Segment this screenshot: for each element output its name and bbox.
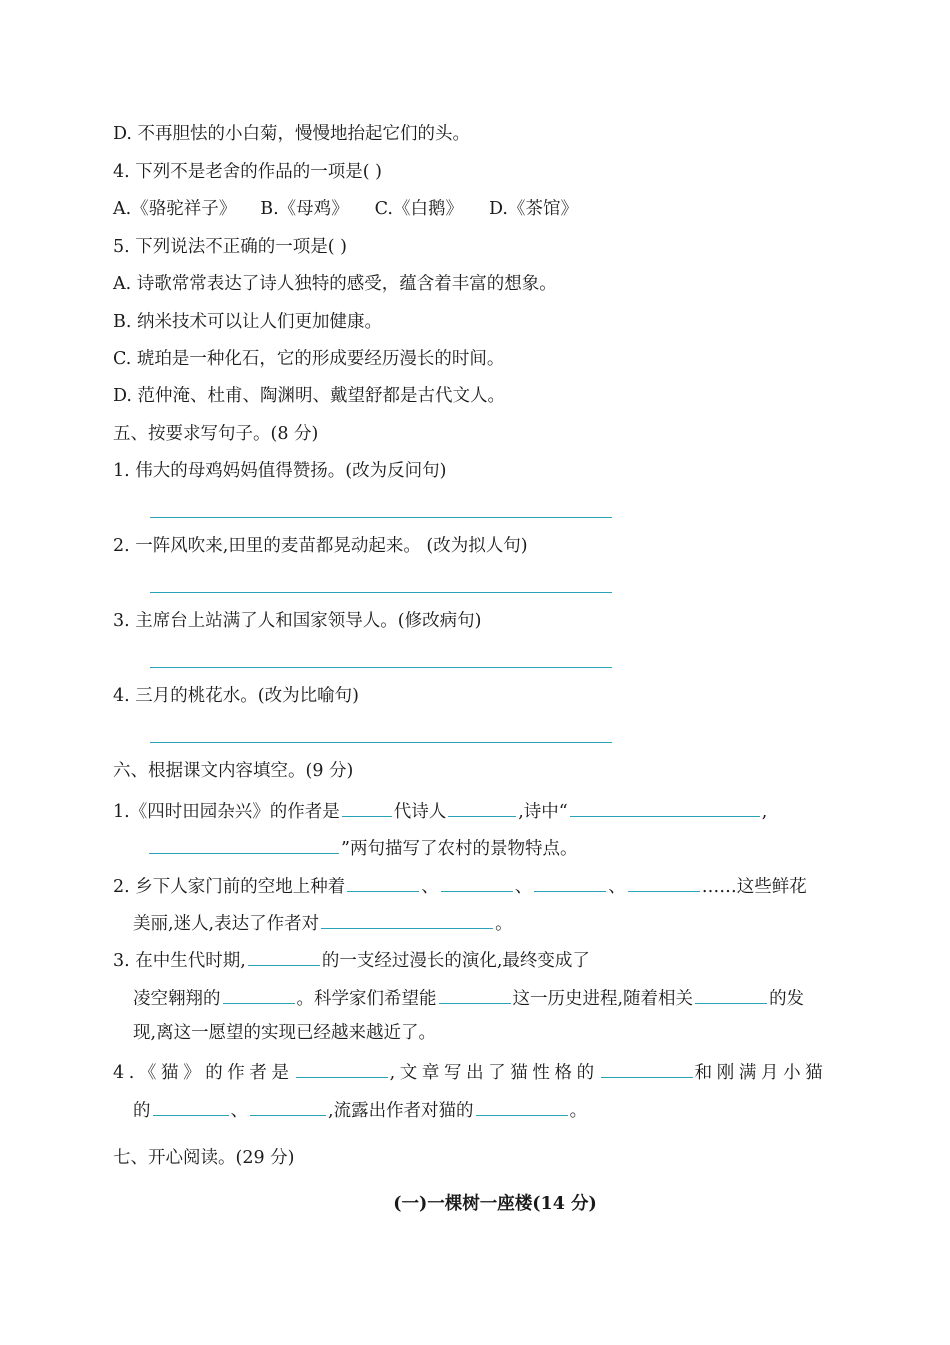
- blank[interactable]: [153, 1096, 229, 1116]
- blank[interactable]: [223, 984, 295, 1004]
- q4-stem: 4. 下列不是老舍的作品的一项是( ): [113, 162, 382, 182]
- blank[interactable]: [321, 909, 493, 929]
- s6-q4-line1: 4.《猫》的作者是 ,文章写出了猫性格的 和刚满月小猫: [113, 1058, 827, 1085]
- blank[interactable]: [534, 872, 606, 892]
- s6-q4-line2: 的 、 ,流露出作者对猫的 。: [133, 1096, 587, 1123]
- s6-q3-line2: 凌空翱翔的 。科学家们希望能 这一历史进程,随着相关 的发: [133, 984, 804, 1011]
- blank[interactable]: [448, 797, 516, 817]
- section5-item-3: 3. 主席台上站满了人和国家领导人。(修改病句): [113, 611, 482, 631]
- q4-option-a: A.《骆驼祥子》: [113, 199, 237, 219]
- q4-option-b: B.《母鸡》: [260, 199, 349, 219]
- blank[interactable]: [441, 872, 513, 892]
- blank[interactable]: [601, 1058, 693, 1078]
- blank[interactable]: [476, 1096, 568, 1116]
- section5-item-4: 4. 三月的桃花水。(改为比喻句): [113, 686, 359, 706]
- passage-title: (一)一棵树一座楼(14 分): [393, 1194, 597, 1214]
- answer-line-4[interactable]: [150, 742, 612, 743]
- s6-q2-line2: 美丽,迷人,表达了作者对 。: [133, 909, 513, 936]
- q5-option-b: B. 纳米技术可以让人们更加健康。: [113, 312, 382, 332]
- section5-heading: 五、按要求写句子。(8 分): [113, 424, 319, 444]
- q3-option-d: D. 不再胆怯的小白菊，慢慢地抬起它们的头。: [113, 124, 471, 144]
- blank[interactable]: [628, 872, 700, 892]
- section5-item-2: 2. 一阵风吹来,田里的麦苗都晃动起来。 (改为拟人句): [113, 536, 528, 556]
- answer-line-3[interactable]: [150, 667, 612, 668]
- blank[interactable]: [149, 834, 339, 854]
- q5-option-a: A. 诗歌常常表达了诗人独特的感受，蕴含着丰富的想象。: [113, 274, 557, 294]
- blank[interactable]: [248, 946, 320, 966]
- q4-options: [113, 197, 578, 221]
- q4-option-d: D.《茶馆》: [488, 199, 578, 219]
- q5-option-d: D. 范仲淹、杜甫、陶渊明、戴望舒都是古代文人。: [113, 386, 506, 406]
- q5-stem: 5. 下列说法不正确的一项是( ): [113, 237, 347, 257]
- s6-q1-line1: 1.《四时田园杂兴》的作者是 代诗人 ,诗中“ ,: [113, 797, 767, 824]
- blank[interactable]: [250, 1096, 326, 1116]
- blank[interactable]: [570, 797, 760, 817]
- blank[interactable]: [347, 872, 419, 892]
- blank[interactable]: [439, 984, 511, 1004]
- section6-heading: 六、根据课文内容填空。(9 分): [113, 761, 354, 781]
- q4-option-c: C.《白鹅》: [374, 199, 463, 219]
- s6-q3-line1: 3. 在中生代时期, 的一支经过漫长的演化,最终变成了: [113, 946, 590, 973]
- s6-q3-line3: 现,离这一愿望的实现已经越来越近了。: [133, 1023, 437, 1043]
- section5-item-1: 1. 伟大的母鸡妈妈值得赞扬。(改为反问句): [113, 461, 447, 481]
- answer-line-1[interactable]: [150, 517, 612, 518]
- blank[interactable]: [296, 1058, 388, 1078]
- blank[interactable]: [342, 797, 392, 817]
- s6-q1-line2: ”两句描写了农村的景物特点。: [133, 834, 577, 861]
- q5-option-c: C. 琥珀是一种化石，它的形成要经历漫长的时间。: [113, 349, 505, 369]
- s6-q2-line1: 2. 乡下人家门前的空地上种着 、 、 、 ……这些鲜花: [113, 872, 807, 899]
- section7-heading: 七、开心阅读。(29 分): [113, 1148, 295, 1168]
- blank[interactable]: [695, 984, 767, 1004]
- answer-line-2[interactable]: [150, 592, 612, 593]
